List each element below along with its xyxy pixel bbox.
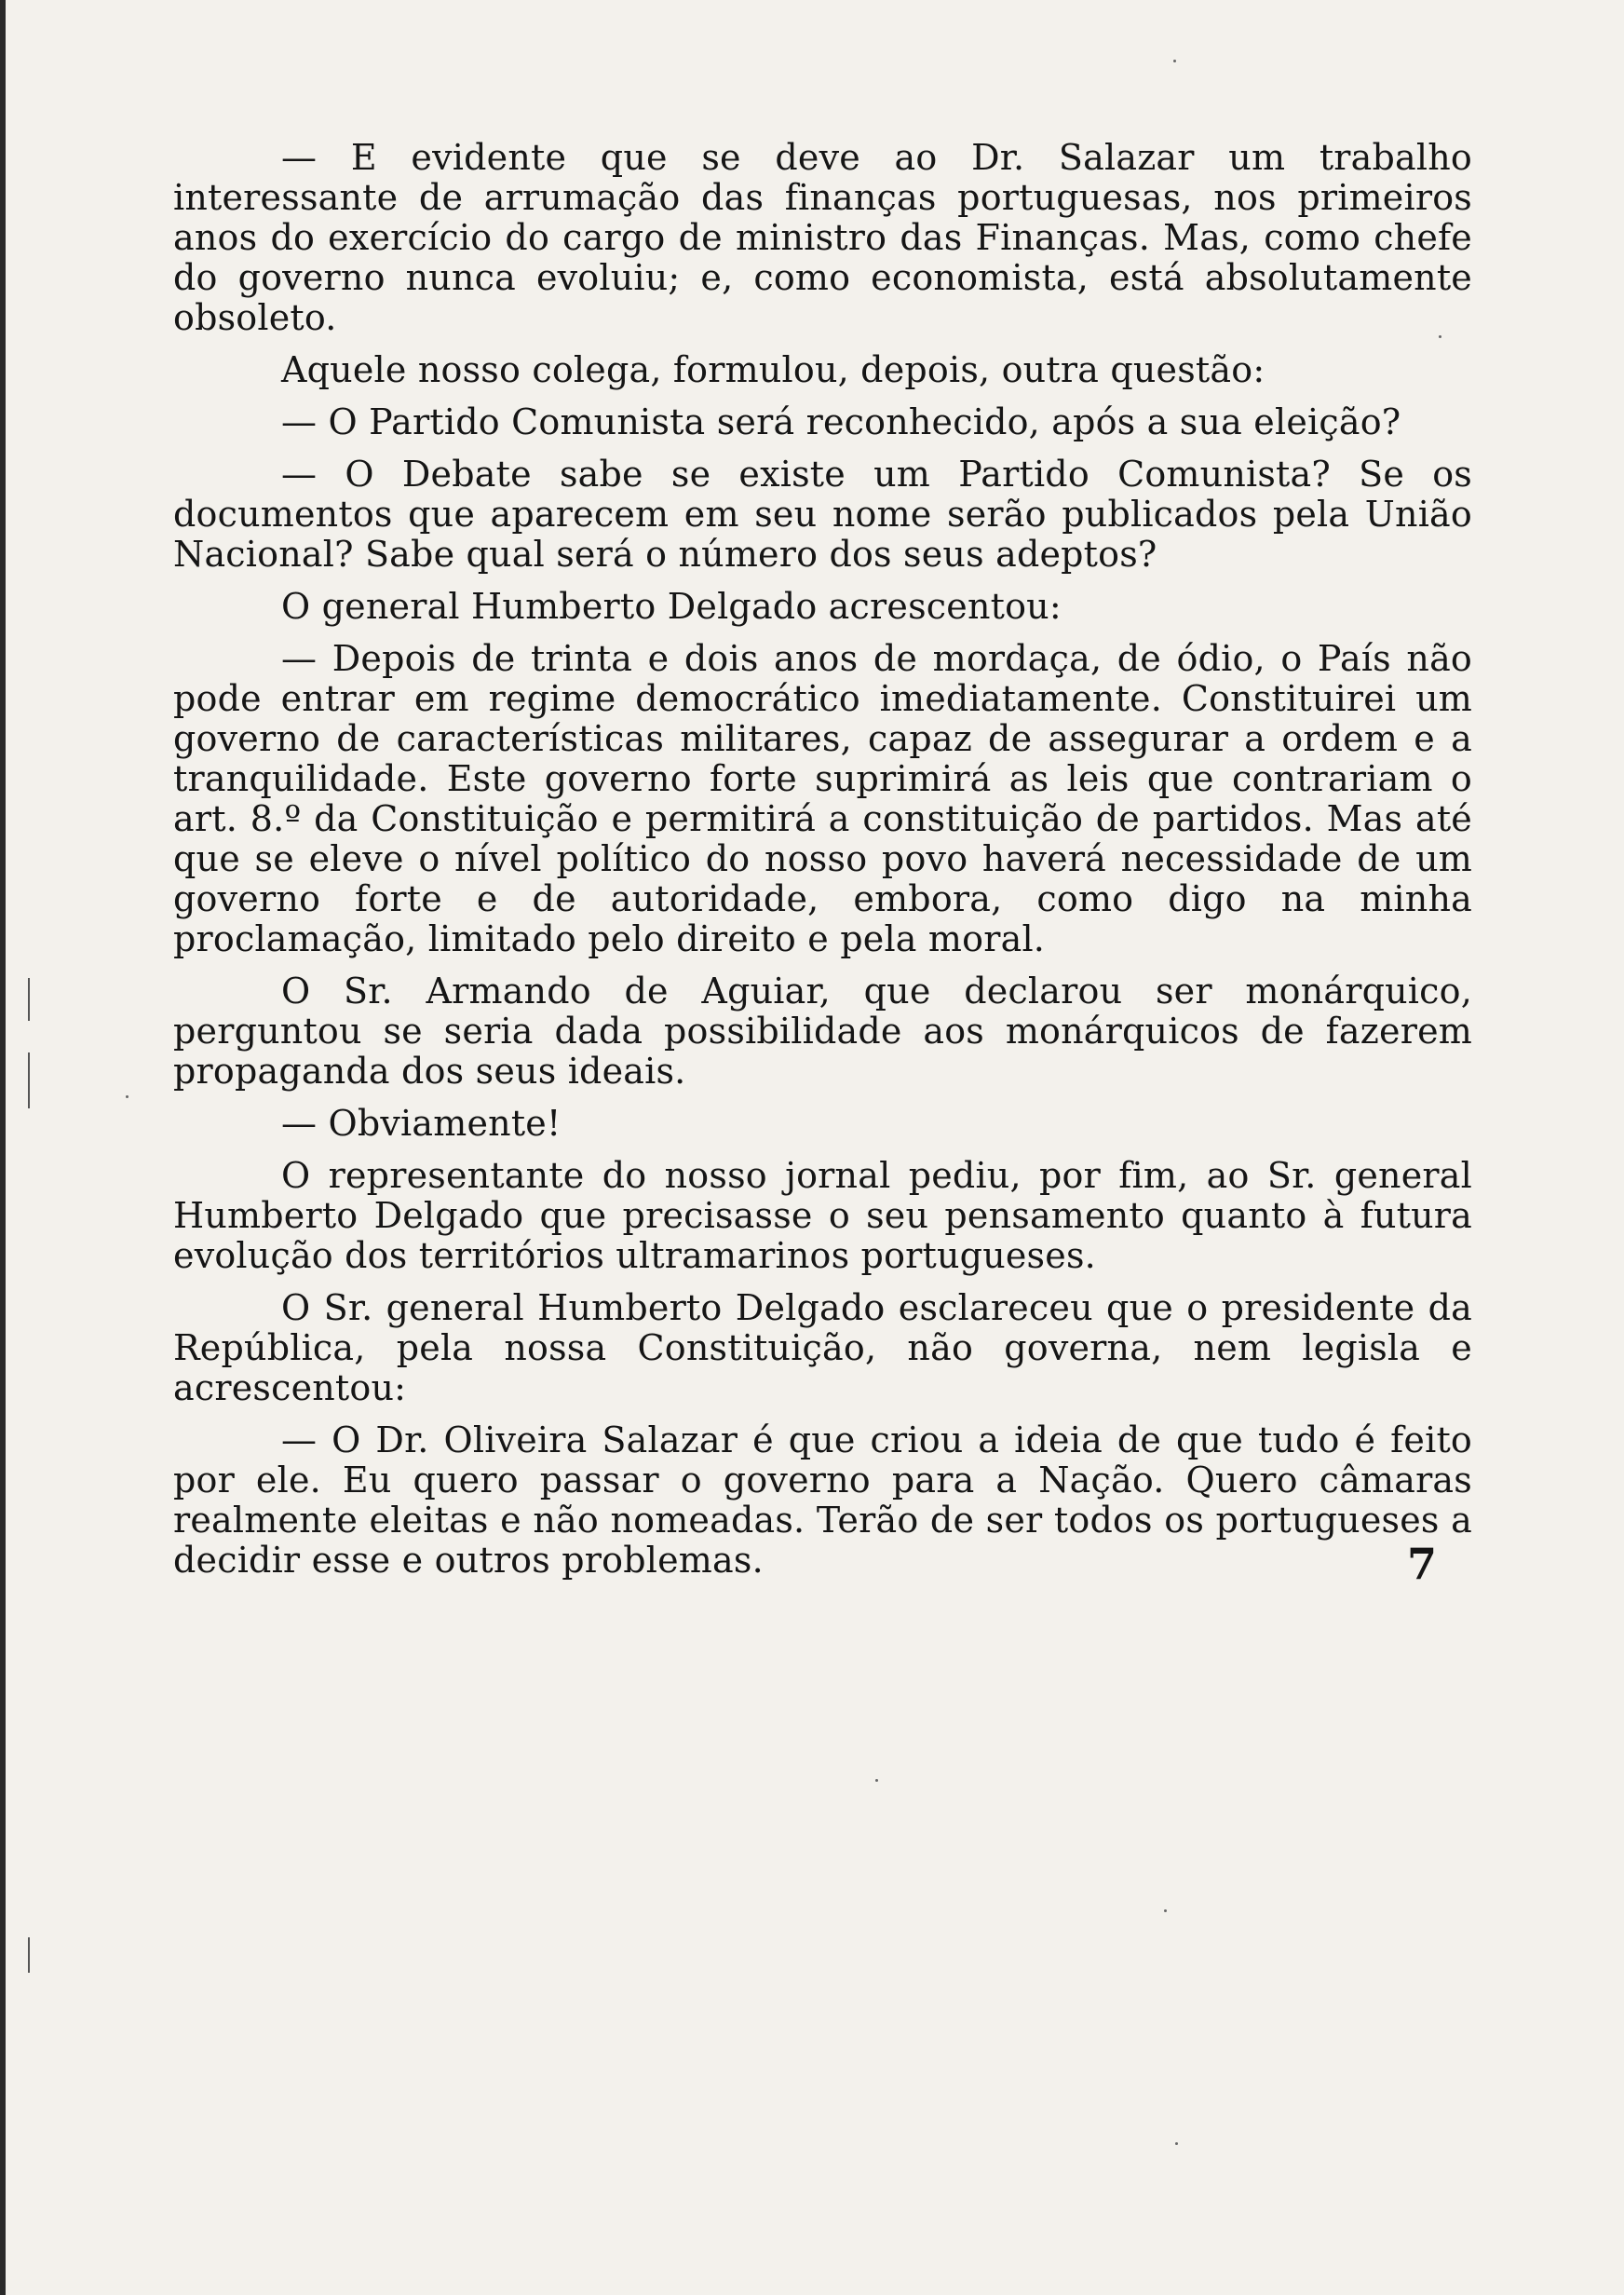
- margin-mark: [28, 978, 30, 1021]
- paragraph: — O Debate sabe se existe um Partido Comunista? Se os documentos que aparecem em seu nome serão publicados pela União Nacional? Sabe qual será o número dos seus adeptos?: [173, 454, 1472, 575]
- paragraph: O representante do nosso jornal pediu, por fim, ao Sr. general Humberto Delgado que precisasse o seu pensamento quanto à futura evolução dos territórios ultramarinos portugueses.: [173, 1155, 1472, 1276]
- paragraph: Aquele nosso colega, formulou, depois, outra questão:: [281, 349, 1265, 390]
- paragraph: — O Partido Comunista será reconhecido, após a sua eleição?: [281, 401, 1401, 442]
- page-number: 7: [1407, 1539, 1438, 1589]
- speck: [1164, 1909, 1167, 1912]
- page-edge: [0, 0, 6, 2295]
- body-text: [173, 138, 1472, 1593]
- paragraph: O Sr. general Humberto Delgado esclareceu que o presidente da República, pela nossa Constituição, não governa, nem legisla e acrescentou:: [173, 1287, 1472, 1408]
- speck: [1175, 2142, 1178, 2145]
- speck: [1173, 60, 1176, 62]
- paragraph: — Depois de trinta e dois anos de mordaça, de ódio, o País não pode entrar em regime democrático imediatamente. Constituirei um governo de características militares, capaz de assegurar a ordem e a tranquilidade. Este governo forte suprimirá as leis que contrariam o art. 8.º da Constituição e permitirá a constituição de partidos. Mas até que se eleve o nível político do nosso povo haverá necessidade de um governo forte e de autoridade, embora, como digo na minha proclamação, limitado pelo direito e pela moral.: [173, 638, 1472, 959]
- paragraph: O Sr. Armando de Aguiar, que declarou ser monárquico, perguntou se seria dada possibilidade aos monárquicos de fazerem propaganda dos seus ideais.: [173, 971, 1472, 1092]
- paragraph: — E evidente que se deve ao Dr. Salazar um trabalho interessante de arrumação das finanças portuguesas, nos primeiros anos do exercício do cargo de ministro das Finanças. Mas, como chefe do governo nunca evoluiu; e, como economista, está absolutamente obsoleto.: [173, 137, 1472, 338]
- paragraph: O general Humberto Delgado acrescentou:: [281, 586, 1062, 627]
- speck: [875, 1779, 878, 1782]
- paragraph: — O Dr. Oliveira Salazar é que criou a ideia de que tudo é feito por ele. Eu quero passar o governo para a Nação. Quero câmaras realmente eleitas e não nomeadas. Terão de ser todos os portugueses a decidir esse e outros problemas.: [173, 1419, 1472, 1581]
- speck: [126, 1095, 129, 1098]
- paragraph: — Obviamente!: [281, 1103, 562, 1144]
- margin-mark: [28, 1052, 30, 1108]
- margin-mark: [28, 1937, 30, 1973]
